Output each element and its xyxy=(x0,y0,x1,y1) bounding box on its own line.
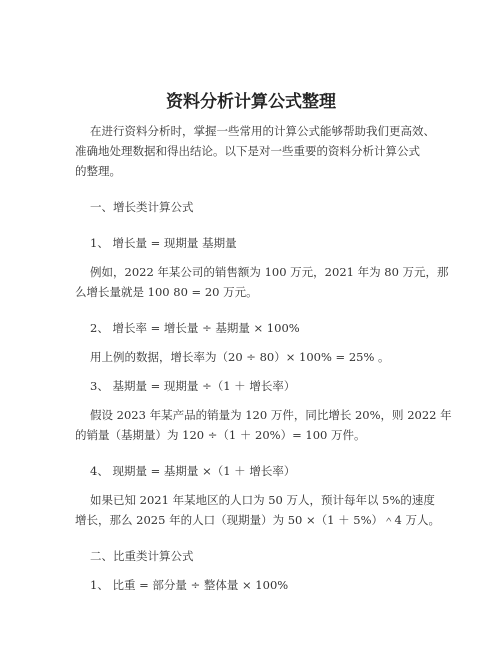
formula-proportion: 1、 比重 = 部分量 ÷ 整体量 × 100% xyxy=(90,578,289,592)
example-current-amount-line-2: 增长，那么 2025 年的人口（现期量）为 50 ×（1 ＋ 5%）＾4 万人。 xyxy=(75,513,440,527)
example-current-amount-line-1: 如果已知 2021 年某地区的人口为 50 万人，预计每年以 5%的速度 xyxy=(90,493,435,507)
section-heading-growth: 一、增长类计算公式 xyxy=(90,200,194,214)
intro-line-2: 准确地处理数据和得出结论。以下是对一些重要的资料分析计算公式 xyxy=(75,144,420,158)
intro-line-3: 的整理。 xyxy=(75,164,121,178)
intro-line-1: 在进行资料分析时，掌握一些常用的计算公式能够帮助我们更高效、 xyxy=(90,124,435,138)
example-growth-rate-line-1: 用上例的数据，增长率为（20 ÷ 80）× 100% = 25% 。 xyxy=(90,350,390,364)
example-growth-amount-line-1: 例如，2022 年某公司的销售额为 100 万元，2021 年为 80 万元，那 xyxy=(90,265,449,279)
example-growth-amount-line-2: 么增长量就是 100 80 = 20 万元。 xyxy=(75,285,258,299)
example-base-amount-line-1: 假设 2023 年某产品的销量为 120 万件，同比增长 20%，则 2022 年 xyxy=(90,408,452,422)
example-base-amount-line-2: 的销量（基期量）为 120 ÷（1 ＋ 20%）= 100 万件。 xyxy=(75,428,366,442)
formula-current-amount: 4、 现期量 = 基期量 ×（1 ＋ 增长率） xyxy=(90,464,296,478)
section-heading-proportion: 二、比重类计算公式 xyxy=(90,549,194,563)
document-title: 资料分析计算公式整理 xyxy=(166,92,336,112)
formula-base-amount: 3、 基期量 = 现期量 ÷（1 ＋ 增长率） xyxy=(90,379,296,393)
formula-growth-amount: 1、 增长量 = 现期量 基期量 xyxy=(90,236,237,250)
formula-growth-rate: 2、 增长率 = 增长量 ÷ 基期量 × 100% xyxy=(90,321,300,335)
